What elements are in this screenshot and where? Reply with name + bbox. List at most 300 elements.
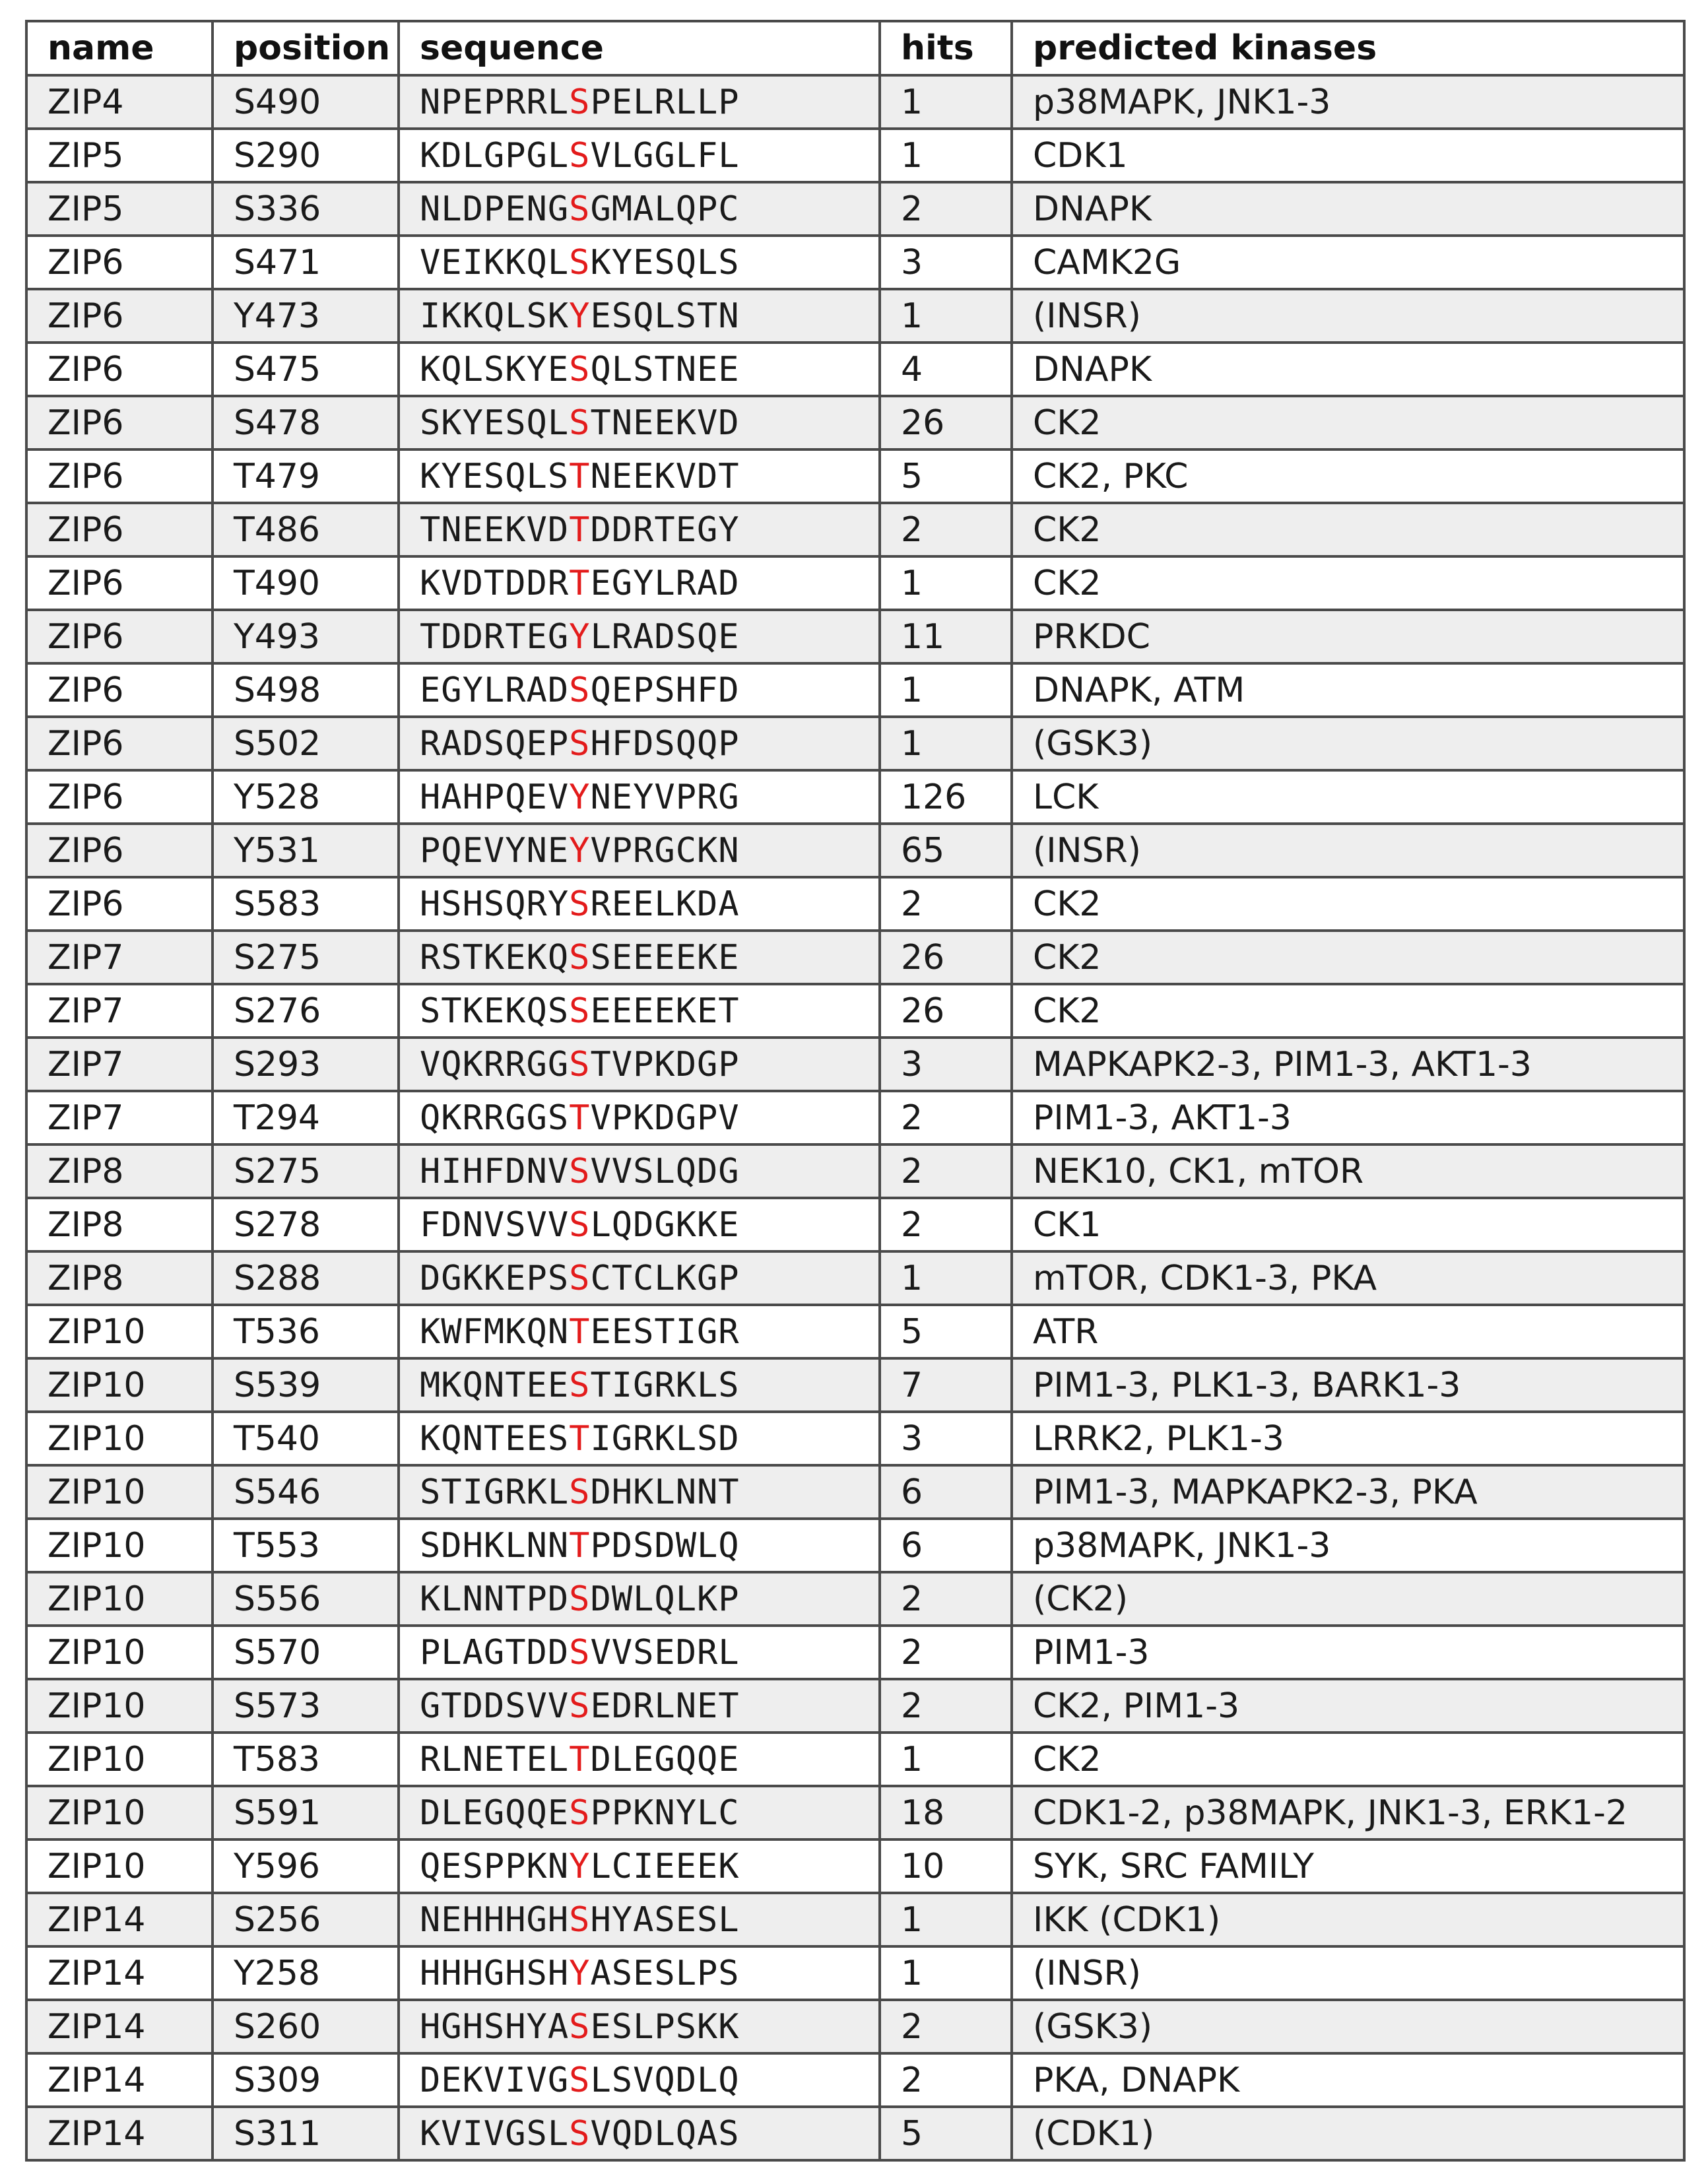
cell-hits: 1 — [880, 129, 1012, 182]
cell-predicted-kinases: DNAPK — [1012, 182, 1684, 236]
cell-position: Y258 — [213, 1946, 399, 2000]
cell-name: ZIP10 — [26, 1465, 213, 1519]
cell-hits: 65 — [880, 824, 1012, 877]
table-row — [26, 1519, 1684, 1572]
sequence-flank-left: NPEPRRL — [420, 82, 570, 122]
sequence-flank-right: LCIEEEK — [590, 1846, 740, 1886]
cell-predicted-kinases: CK2 — [1012, 877, 1684, 931]
cell-sequence — [399, 1305, 880, 1358]
cell-name: ZIP6 — [26, 503, 213, 556]
cell-position: S498 — [213, 663, 399, 717]
cell-hits: 2 — [880, 182, 1012, 236]
cell-position: S309 — [213, 2053, 399, 2107]
cell-name: ZIP7 — [26, 1038, 213, 1091]
cell-sequence — [399, 1626, 880, 1679]
sequence-flank-right: VVSEDRL — [590, 1632, 740, 1672]
table-row — [26, 503, 1684, 556]
cell-predicted-kinases: IKK (CDK1) — [1012, 1893, 1684, 1946]
sequence-flank-right: DHKLNNT — [590, 1472, 740, 1512]
cell-name: ZIP6 — [26, 343, 213, 396]
cell-name: ZIP6 — [26, 824, 213, 877]
column-header-hits: hits — [880, 21, 1012, 75]
phosphosite-residue: S — [569, 349, 591, 389]
sequence-flank-right: VLGGLFL — [590, 135, 740, 176]
cell-sequence — [399, 1144, 880, 1198]
sequence-flank-left: STKEKQS — [420, 991, 570, 1031]
cell-predicted-kinases: (INSR) — [1012, 824, 1684, 877]
phosphosite-residue: S — [569, 1365, 591, 1405]
cell-position: S275 — [213, 1144, 399, 1198]
cell-name: ZIP4 — [26, 75, 213, 129]
cell-position: S573 — [213, 1679, 399, 1733]
cell-hits: 5 — [880, 1305, 1012, 1358]
sequence-flank-left: NEHHHGH — [420, 1900, 570, 1940]
cell-hits: 2 — [880, 1091, 1012, 1144]
cell-predicted-kinases: CK2 — [1012, 931, 1684, 984]
cell-hits: 1 — [880, 1733, 1012, 1786]
sequence-flank-right: GMALQPC — [590, 189, 740, 229]
sequence-flank-left: FDNVSVV — [420, 1205, 570, 1245]
cell-name: ZIP8 — [26, 1198, 213, 1251]
cell-predicted-kinases: CAMK2G — [1012, 236, 1684, 289]
table-row — [26, 1626, 1684, 1679]
cell-sequence — [399, 1519, 880, 1572]
sequence-flank-left: KWFMKQN — [420, 1311, 570, 1352]
table-row — [26, 610, 1684, 663]
table-row — [26, 182, 1684, 236]
sequence-flank-right: CTCLKGP — [590, 1258, 740, 1298]
sequence-flank-right: TIGRKLS — [590, 1365, 740, 1405]
phosphosite-residue: Y — [569, 777, 591, 817]
cell-name: ZIP10 — [26, 1572, 213, 1626]
cell-sequence — [399, 236, 880, 289]
phosphosite-residue: Y — [569, 616, 591, 657]
sequence-flank-left: GTDDSVV — [420, 1686, 570, 1726]
phosphosite-residue: Y — [569, 830, 591, 871]
cell-sequence — [399, 877, 880, 931]
cell-sequence — [399, 396, 880, 449]
cell-name: ZIP10 — [26, 1519, 213, 1572]
cell-predicted-kinases: CDK1-2, p38MAPK, JNK1-3, ERK1-2 — [1012, 1786, 1684, 1839]
sequence-flank-left: QESPPKN — [420, 1846, 570, 1886]
table-row — [26, 343, 1684, 396]
cell-predicted-kinases: p38MAPK, JNK1-3 — [1012, 1519, 1684, 1572]
cell-hits: 1 — [880, 1946, 1012, 2000]
cell-sequence — [399, 1251, 880, 1305]
sequence-flank-left: SKYESQL — [420, 403, 570, 443]
table-row — [26, 2000, 1684, 2053]
sequence-flank-left: KDLGPGL — [420, 135, 570, 176]
sequence-flank-left: TDDRTEG — [420, 616, 570, 657]
cell-position: S290 — [213, 129, 399, 182]
phosphosite-residue: S — [569, 991, 591, 1031]
cell-sequence — [399, 289, 880, 343]
cell-position: S502 — [213, 717, 399, 770]
cell-hits: 2 — [880, 1626, 1012, 1679]
cell-sequence — [399, 449, 880, 503]
cell-name: ZIP6 — [26, 717, 213, 770]
sequence-flank-left: STIGRKL — [420, 1472, 570, 1512]
sequence-flank-right: QEPSHFD — [590, 670, 740, 710]
cell-name: ZIP10 — [26, 1733, 213, 1786]
cell-predicted-kinases: (INSR) — [1012, 289, 1684, 343]
table-row — [26, 449, 1684, 503]
sequence-flank-left: KQNTEES — [420, 1418, 570, 1459]
cell-hits: 26 — [880, 984, 1012, 1038]
phosphosite-residue: S — [569, 1793, 591, 1833]
cell-hits: 5 — [880, 449, 1012, 503]
sequence-flank-right: DWLQLKP — [590, 1579, 740, 1619]
cell-position: S475 — [213, 343, 399, 396]
sequence-flank-left: KYESQLS — [420, 456, 570, 496]
cell-predicted-kinases: CK2, PKC — [1012, 449, 1684, 503]
cell-hits: 2 — [880, 1144, 1012, 1198]
cell-name: ZIP14 — [26, 1893, 213, 1946]
cell-sequence — [399, 824, 880, 877]
sequence-flank-right: LRADSQE — [590, 616, 740, 657]
cell-sequence — [399, 1412, 880, 1465]
table-row — [26, 1412, 1684, 1465]
sequence-flank-right: ESQLSTN — [590, 296, 740, 336]
sequence-flank-right: PPKNYLC — [590, 1793, 740, 1833]
table-row — [26, 1305, 1684, 1358]
table-row — [26, 1465, 1684, 1519]
sequence-flank-right: REELKDA — [590, 884, 740, 924]
table-row — [26, 2107, 1684, 2160]
sequence-flank-right: VVSLQDG — [590, 1151, 740, 1191]
sequence-flank-left: QKRRGGS — [420, 1098, 570, 1138]
phosphosite-residue: S — [569, 1579, 591, 1619]
cell-position: T540 — [213, 1412, 399, 1465]
cell-sequence — [399, 610, 880, 663]
sequence-flank-left: KVIVGSL — [420, 2113, 570, 2154]
cell-name: ZIP6 — [26, 556, 213, 610]
cell-predicted-kinases: LRRK2, PLK1-3 — [1012, 1412, 1684, 1465]
cell-hits: 1 — [880, 717, 1012, 770]
cell-sequence — [399, 1679, 880, 1733]
cell-name: ZIP8 — [26, 1251, 213, 1305]
table-row — [26, 1786, 1684, 1839]
header-row — [26, 21, 1684, 75]
cell-sequence — [399, 556, 880, 610]
sequence-flank-left: RLNETEL — [420, 1739, 570, 1779]
cell-hits: 2 — [880, 2053, 1012, 2107]
sequence-flank-left: KVDTDDR — [420, 563, 570, 603]
cell-hits: 4 — [880, 343, 1012, 396]
phosphosite-residue: T — [569, 563, 591, 603]
sequence-flank-left: EGYLRAD — [420, 670, 570, 710]
cell-position: T479 — [213, 449, 399, 503]
table-row — [26, 717, 1684, 770]
cell-predicted-kinases: PRKDC — [1012, 610, 1684, 663]
table-row — [26, 1679, 1684, 1733]
cell-sequence — [399, 2000, 880, 2053]
cell-predicted-kinases: CK1 — [1012, 1198, 1684, 1251]
cell-hits: 1 — [880, 75, 1012, 129]
phosphosite-residue: T — [569, 1739, 591, 1779]
sequence-flank-left: HGHSHYA — [420, 2006, 570, 2047]
cell-position: S478 — [213, 396, 399, 449]
cell-name: ZIP14 — [26, 2053, 213, 2107]
cell-position: Y596 — [213, 1839, 399, 1893]
cell-name: ZIP14 — [26, 2107, 213, 2160]
cell-name: ZIP6 — [26, 449, 213, 503]
cell-hits: 3 — [880, 1038, 1012, 1091]
sequence-flank-right: LSVQDLQ — [590, 2060, 740, 2100]
cell-position: S278 — [213, 1198, 399, 1251]
sequence-flank-left: KLNNTPD — [420, 1579, 570, 1619]
sequence-flank-right: DDRTEGY — [590, 510, 740, 550]
sequence-flank-right: EDRLNET — [590, 1686, 740, 1726]
sequence-flank-left: DLEGQQE — [420, 1793, 570, 1833]
cell-sequence — [399, 1038, 880, 1091]
sequence-flank-left: TNEEKVD — [420, 510, 570, 550]
cell-hits: 2 — [880, 503, 1012, 556]
cell-sequence — [399, 1198, 880, 1251]
cell-hits: 2 — [880, 877, 1012, 931]
cell-name: ZIP10 — [26, 1626, 213, 1679]
cell-sequence — [399, 717, 880, 770]
table-row — [26, 236, 1684, 289]
cell-predicted-kinases: (CDK1) — [1012, 2107, 1684, 2160]
cell-sequence — [399, 1465, 880, 1519]
sequence-flank-left: IKKQLSK — [420, 296, 570, 336]
sequence-flank-right: QLSTNEE — [590, 349, 740, 389]
phosphosite-residue: T — [569, 1311, 591, 1352]
cell-position: S556 — [213, 1572, 399, 1626]
phosphosite-residue: S — [569, 135, 591, 176]
cell-hits: 2 — [880, 1572, 1012, 1626]
table-row — [26, 1733, 1684, 1786]
cell-predicted-kinases: SYK, SRC FAMILY — [1012, 1839, 1684, 1893]
phosphosite-residue: S — [569, 723, 591, 764]
sequence-flank-right: EGYLRAD — [590, 563, 740, 603]
cell-hits: 2 — [880, 1198, 1012, 1251]
table-row — [26, 1572, 1684, 1626]
cell-hits: 1 — [880, 1251, 1012, 1305]
cell-name: ZIP6 — [26, 289, 213, 343]
phosphosite-residue: S — [569, 2060, 591, 2100]
table-row — [26, 1038, 1684, 1091]
cell-sequence — [399, 1572, 880, 1626]
sequence-flank-left: RADSQEP — [420, 723, 570, 764]
sequence-flank-right: EEEEKET — [590, 991, 740, 1031]
cell-sequence — [399, 1786, 880, 1839]
cell-sequence — [399, 129, 880, 182]
cell-sequence — [399, 343, 880, 396]
cell-position: S583 — [213, 877, 399, 931]
sequence-flank-left: DGKKEPS — [420, 1258, 570, 1298]
cell-predicted-kinases: MAPKAPK2-3, PIM1-3, AKT1-3 — [1012, 1038, 1684, 1091]
cell-position: S336 — [213, 182, 399, 236]
phosphosite-residue: S — [569, 1632, 591, 1672]
cell-sequence — [399, 663, 880, 717]
sequence-flank-left: KQLSKYE — [420, 349, 570, 389]
phosphosite-residue: S — [569, 242, 591, 282]
table-header — [26, 21, 1684, 75]
sequence-flank-right: HFDSQQP — [590, 723, 740, 764]
phosphosite-residue: T — [569, 510, 591, 550]
table-row — [26, 1198, 1684, 1251]
cell-predicted-kinases: DNAPK — [1012, 343, 1684, 396]
column-header-name: name — [26, 21, 213, 75]
cell-name: ZIP10 — [26, 1412, 213, 1465]
cell-hits: 2 — [880, 1679, 1012, 1733]
cell-predicted-kinases: (GSK3) — [1012, 2000, 1684, 2053]
phosphosite-residue: S — [569, 1472, 591, 1512]
sequence-flank-left: SDHKLNN — [420, 1525, 570, 1566]
sequence-flank-right: HYASESL — [590, 1900, 740, 1940]
cell-sequence — [399, 1358, 880, 1412]
cell-predicted-kinases: PIM1-3, MAPKAPK2-3, PKA — [1012, 1465, 1684, 1519]
phosphosite-residue: S — [569, 1044, 591, 1084]
phosphosite-residue: Y — [569, 296, 591, 336]
cell-name: ZIP6 — [26, 610, 213, 663]
cell-position: Y473 — [213, 289, 399, 343]
cell-predicted-kinases: PIM1-3, PLK1-3, BARK1-3 — [1012, 1358, 1684, 1412]
cell-hits: 126 — [880, 770, 1012, 824]
cell-predicted-kinases: mTOR, CDK1-3, PKA — [1012, 1251, 1684, 1305]
phosphosite-residue: T — [569, 456, 591, 496]
cell-position: T583 — [213, 1733, 399, 1786]
sequence-flank-right: VPRGCKN — [590, 830, 740, 871]
cell-name: ZIP10 — [26, 1679, 213, 1733]
sequence-flank-left: RSTKEKQ — [420, 937, 570, 977]
cell-name: ZIP5 — [26, 182, 213, 236]
phosphosite-residue: S — [569, 189, 591, 229]
cell-position: S570 — [213, 1626, 399, 1679]
cell-name: ZIP7 — [26, 931, 213, 984]
cell-predicted-kinases: (INSR) — [1012, 1946, 1684, 2000]
cell-predicted-kinases: (CK2) — [1012, 1572, 1684, 1626]
sequence-flank-right: SEEEEKE — [590, 937, 740, 977]
table-row — [26, 1893, 1684, 1946]
phosphosite-residue: S — [569, 2006, 591, 2047]
sequence-flank-right: PELRLLP — [590, 82, 740, 122]
sequence-flank-right: NEEKVDT — [590, 456, 740, 496]
column-header-predicted-kinases: predicted kinases — [1012, 21, 1684, 75]
cell-name: ZIP7 — [26, 1091, 213, 1144]
cell-position: S471 — [213, 236, 399, 289]
sequence-flank-right: VPKDGPV — [590, 1098, 740, 1138]
cell-predicted-kinases: CDK1 — [1012, 129, 1684, 182]
sequence-flank-left: PLAGTDD — [420, 1632, 570, 1672]
cell-name: ZIP6 — [26, 236, 213, 289]
sequence-flank-right: IGRKLSD — [590, 1418, 740, 1459]
sequence-flank-right: LQDGKKE — [590, 1205, 740, 1245]
phosphosite-residue: S — [569, 670, 591, 710]
sequence-flank-right: PDSDWLQ — [590, 1525, 740, 1566]
cell-position: T536 — [213, 1305, 399, 1358]
cell-hits: 6 — [880, 1465, 1012, 1519]
table-row — [26, 1839, 1684, 1893]
sequence-flank-left: HHHGHSH — [420, 1953, 570, 1993]
cell-hits: 2 — [880, 2000, 1012, 2053]
cell-name: ZIP7 — [26, 984, 213, 1038]
cell-predicted-kinases: (GSK3) — [1012, 717, 1684, 770]
phosphosite-residue: S — [569, 1686, 591, 1726]
cell-hits: 6 — [880, 1519, 1012, 1572]
table-row — [26, 2053, 1684, 2107]
phosphosite-residue: T — [569, 1525, 591, 1566]
table-row — [26, 129, 1684, 182]
cell-sequence — [399, 1733, 880, 1786]
cell-position: S275 — [213, 931, 399, 984]
table-row — [26, 770, 1684, 824]
cell-sequence — [399, 984, 880, 1038]
cell-predicted-kinases: DNAPK, ATM — [1012, 663, 1684, 717]
table-row — [26, 556, 1684, 610]
cell-position: S311 — [213, 2107, 399, 2160]
cell-predicted-kinases: ATR — [1012, 1305, 1684, 1358]
cell-hits: 1 — [880, 289, 1012, 343]
table-row — [26, 75, 1684, 129]
sequence-flank-left: VQKRRGG — [420, 1044, 570, 1084]
phosphosite-residue: T — [569, 1098, 591, 1138]
phosphosite-residue: Y — [569, 1953, 591, 1993]
cell-position: S293 — [213, 1038, 399, 1091]
cell-predicted-kinases: p38MAPK, JNK1-3 — [1012, 75, 1684, 129]
cell-hits: 3 — [880, 1412, 1012, 1465]
phosphosite-residue: Y — [569, 1846, 591, 1886]
cell-sequence — [399, 1091, 880, 1144]
cell-position: Y493 — [213, 610, 399, 663]
cell-hits: 1 — [880, 1893, 1012, 1946]
cell-name: ZIP6 — [26, 663, 213, 717]
table-row — [26, 1251, 1684, 1305]
cell-hits: 26 — [880, 396, 1012, 449]
sequence-flank-right: DLEGQQE — [590, 1739, 740, 1779]
cell-predicted-kinases: CK2, PIM1-3 — [1012, 1679, 1684, 1733]
cell-sequence — [399, 770, 880, 824]
cell-predicted-kinases: NEK10, CK1, mTOR — [1012, 1144, 1684, 1198]
phosphosite-residue: S — [569, 1205, 591, 1245]
sequence-flank-left: MKQNTEE — [420, 1365, 570, 1405]
cell-position: S546 — [213, 1465, 399, 1519]
cell-hits: 1 — [880, 663, 1012, 717]
table-body — [26, 75, 1684, 2160]
table-row — [26, 1144, 1684, 1198]
cell-predicted-kinases: PIM1-3 — [1012, 1626, 1684, 1679]
cell-predicted-kinases: CK2 — [1012, 396, 1684, 449]
cell-position: S260 — [213, 2000, 399, 2053]
cell-predicted-kinases: PKA, DNAPK — [1012, 2053, 1684, 2107]
sequence-flank-left: PQEVYNE — [420, 830, 570, 871]
sequence-flank-left: HSHSQRY — [420, 884, 570, 924]
cell-name: ZIP10 — [26, 1839, 213, 1893]
cell-sequence — [399, 503, 880, 556]
cell-name: ZIP10 — [26, 1305, 213, 1358]
cell-name: ZIP6 — [26, 877, 213, 931]
cell-name: ZIP6 — [26, 396, 213, 449]
cell-position: T294 — [213, 1091, 399, 1144]
cell-position: S256 — [213, 1893, 399, 1946]
cell-sequence — [399, 931, 880, 984]
cell-sequence — [399, 75, 880, 129]
sequence-flank-right: TVPKDGP — [590, 1044, 740, 1084]
table-row — [26, 824, 1684, 877]
cell-predicted-kinases: CK2 — [1012, 984, 1684, 1038]
sequence-flank-right: TNEEKVD — [590, 403, 740, 443]
cell-position: S539 — [213, 1358, 399, 1412]
cell-predicted-kinases: CK2 — [1012, 556, 1684, 610]
phosphosite-table — [25, 20, 1686, 2162]
cell-hits: 1 — [880, 556, 1012, 610]
phosphosite-residue: S — [569, 82, 591, 122]
phosphosite-residue: T — [569, 1418, 591, 1459]
table-row — [26, 984, 1684, 1038]
cell-position: T490 — [213, 556, 399, 610]
